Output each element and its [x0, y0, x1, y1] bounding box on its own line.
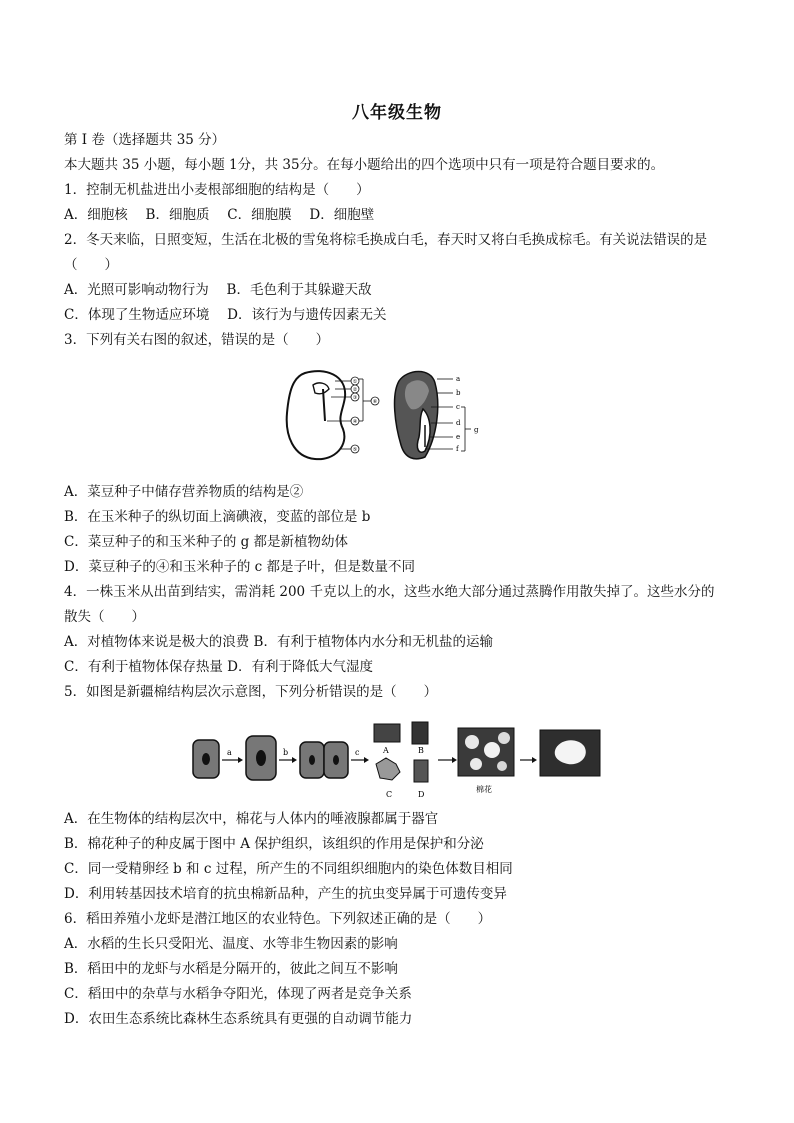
corn-label-b: b — [456, 389, 461, 397]
corn-seed-figure — [385, 365, 495, 465]
q5-option-a: A．在生物体的结构层次中，棉花与人体内的唾液腺都属于器官 — [64, 811, 439, 827]
page-title: 八年级生物 — [352, 103, 442, 123]
tissue-label-a: A — [383, 746, 389, 755]
q5-option-b: B．棉花种子的种皮属于图中 A 保护组织，该组织的作用是保护和分泌 — [64, 836, 484, 852]
q2-stem-cont: （ ） — [64, 257, 118, 273]
q2-stem: 2．冬天来临，日照变短，生活在北极的雪兔将棕毛换成白毛，春天时又将白毛换成棕毛。有关说法错误的是 — [64, 232, 708, 248]
q1-options: A．细胞核 B．细胞质 C．细胞膜 D．细胞壁 — [64, 207, 375, 223]
q6-option-d: D．农田生态系统比森林生态系统具有更强的自动调节能力 — [64, 1011, 413, 1027]
q5-stem: 5．如图是新疆棉结构层次示意图，下列分析错误的是（ ） — [64, 684, 438, 700]
q3-option-d: D．菜豆种子的④和玉米种子的 c 都是子叶，但是数量不同 — [64, 559, 415, 575]
q2-options-cd: C．体现了生物适应环境 D．该行为与遗传因素无关 — [64, 307, 387, 323]
q4-stem-cont: 散失（ ） — [64, 609, 145, 625]
q4-options-cd: C．有利于植物体保存热量 D．有利于降低大气湿度 — [64, 659, 373, 675]
bean-label-6: ⑥ — [372, 399, 378, 405]
tissue-label-d: D — [418, 790, 425, 799]
corn-label-a: a — [456, 375, 461, 383]
cotton-hierarchy-figure — [190, 720, 610, 802]
q3-option-b: B．在玉米种子的纵切面上滴碘液，变蓝的部位是 b — [64, 509, 371, 525]
q6-option-c: C．稻田中的杂草与水稻争夺阳光，体现了两者是竞争关系 — [64, 986, 412, 1002]
corn-label-g: g — [474, 426, 479, 434]
q1-stem: 1．控制无机盐进出小麦根部细胞的结构是（ ） — [64, 182, 370, 198]
bean-label-2: ② — [352, 387, 358, 393]
arrow-label-a: a — [227, 748, 232, 757]
q3-stem: 3．下列有关右图的叙述，错误的是（ ） — [64, 332, 330, 348]
corn-label-d: d — [456, 419, 461, 427]
bean-label-1: ① — [352, 379, 358, 385]
q5-option-c: C．同一受精卵经 b 和 c 过程，所产生的不同组织细胞内的染色体数目相同 — [64, 861, 513, 877]
arrow-label-c: c — [355, 748, 360, 757]
q5-option-d: D．利用转基因技术培育的抗虫棉新品种，产生的抗虫变异属于可遗传变异 — [64, 886, 507, 902]
q6-option-b: B．稻田中的龙虾与水稻是分隔开的，彼此之间互不影响 — [64, 961, 398, 977]
corn-label-f: f — [456, 445, 459, 453]
arrow-label-b: b — [283, 748, 289, 757]
corn-label-c: c — [456, 403, 460, 411]
q4-stem: 4．一株玉米从出苗到结实，需消耗 200 千克以上的水，这些水绝大部分通过蒸腾作用散失掉了。这些水分的 — [64, 584, 715, 600]
cotton-caption: 棉花 — [476, 785, 492, 794]
bean-label-5: ⑤ — [352, 447, 358, 453]
bean-seed-figure — [285, 365, 395, 465]
q2-options-ab: A．光照可影响动物行为 B．毛色利于其躲避天敌 — [64, 282, 372, 298]
corn-label-e: e — [456, 433, 461, 441]
q6-option-a: A．水稻的生长只受阳光、温度、水等非生物因素的影响 — [64, 936, 398, 952]
bean-label-4: ④ — [352, 419, 358, 425]
section-heading: 第 I 卷（选择题共 35 分） — [64, 132, 226, 148]
instructions: 本大题共 35 小题，每小题 1分，共 35分。在每小题给出的四个选项中只有一项是符合题目要求的。 — [64, 157, 665, 173]
q3-option-a: A．菜豆种子中储存营养物质的结构是② — [64, 484, 304, 500]
bean-label-3: ③ — [352, 395, 358, 401]
tissue-label-c: C — [386, 790, 393, 799]
tissue-label-b: B — [418, 746, 424, 755]
q6-stem: 6．稻田养殖小龙虾是潜江地区的农业特色。下列叙述正确的是（ ） — [64, 911, 492, 927]
q3-option-c: C．菜豆种子的和玉米种子的 g 都是新植物幼体 — [64, 534, 349, 550]
q4-options-ab: A．对植物体来说是极大的浪费 B．有利于植物体内水分和无机盐的运输 — [64, 634, 493, 650]
